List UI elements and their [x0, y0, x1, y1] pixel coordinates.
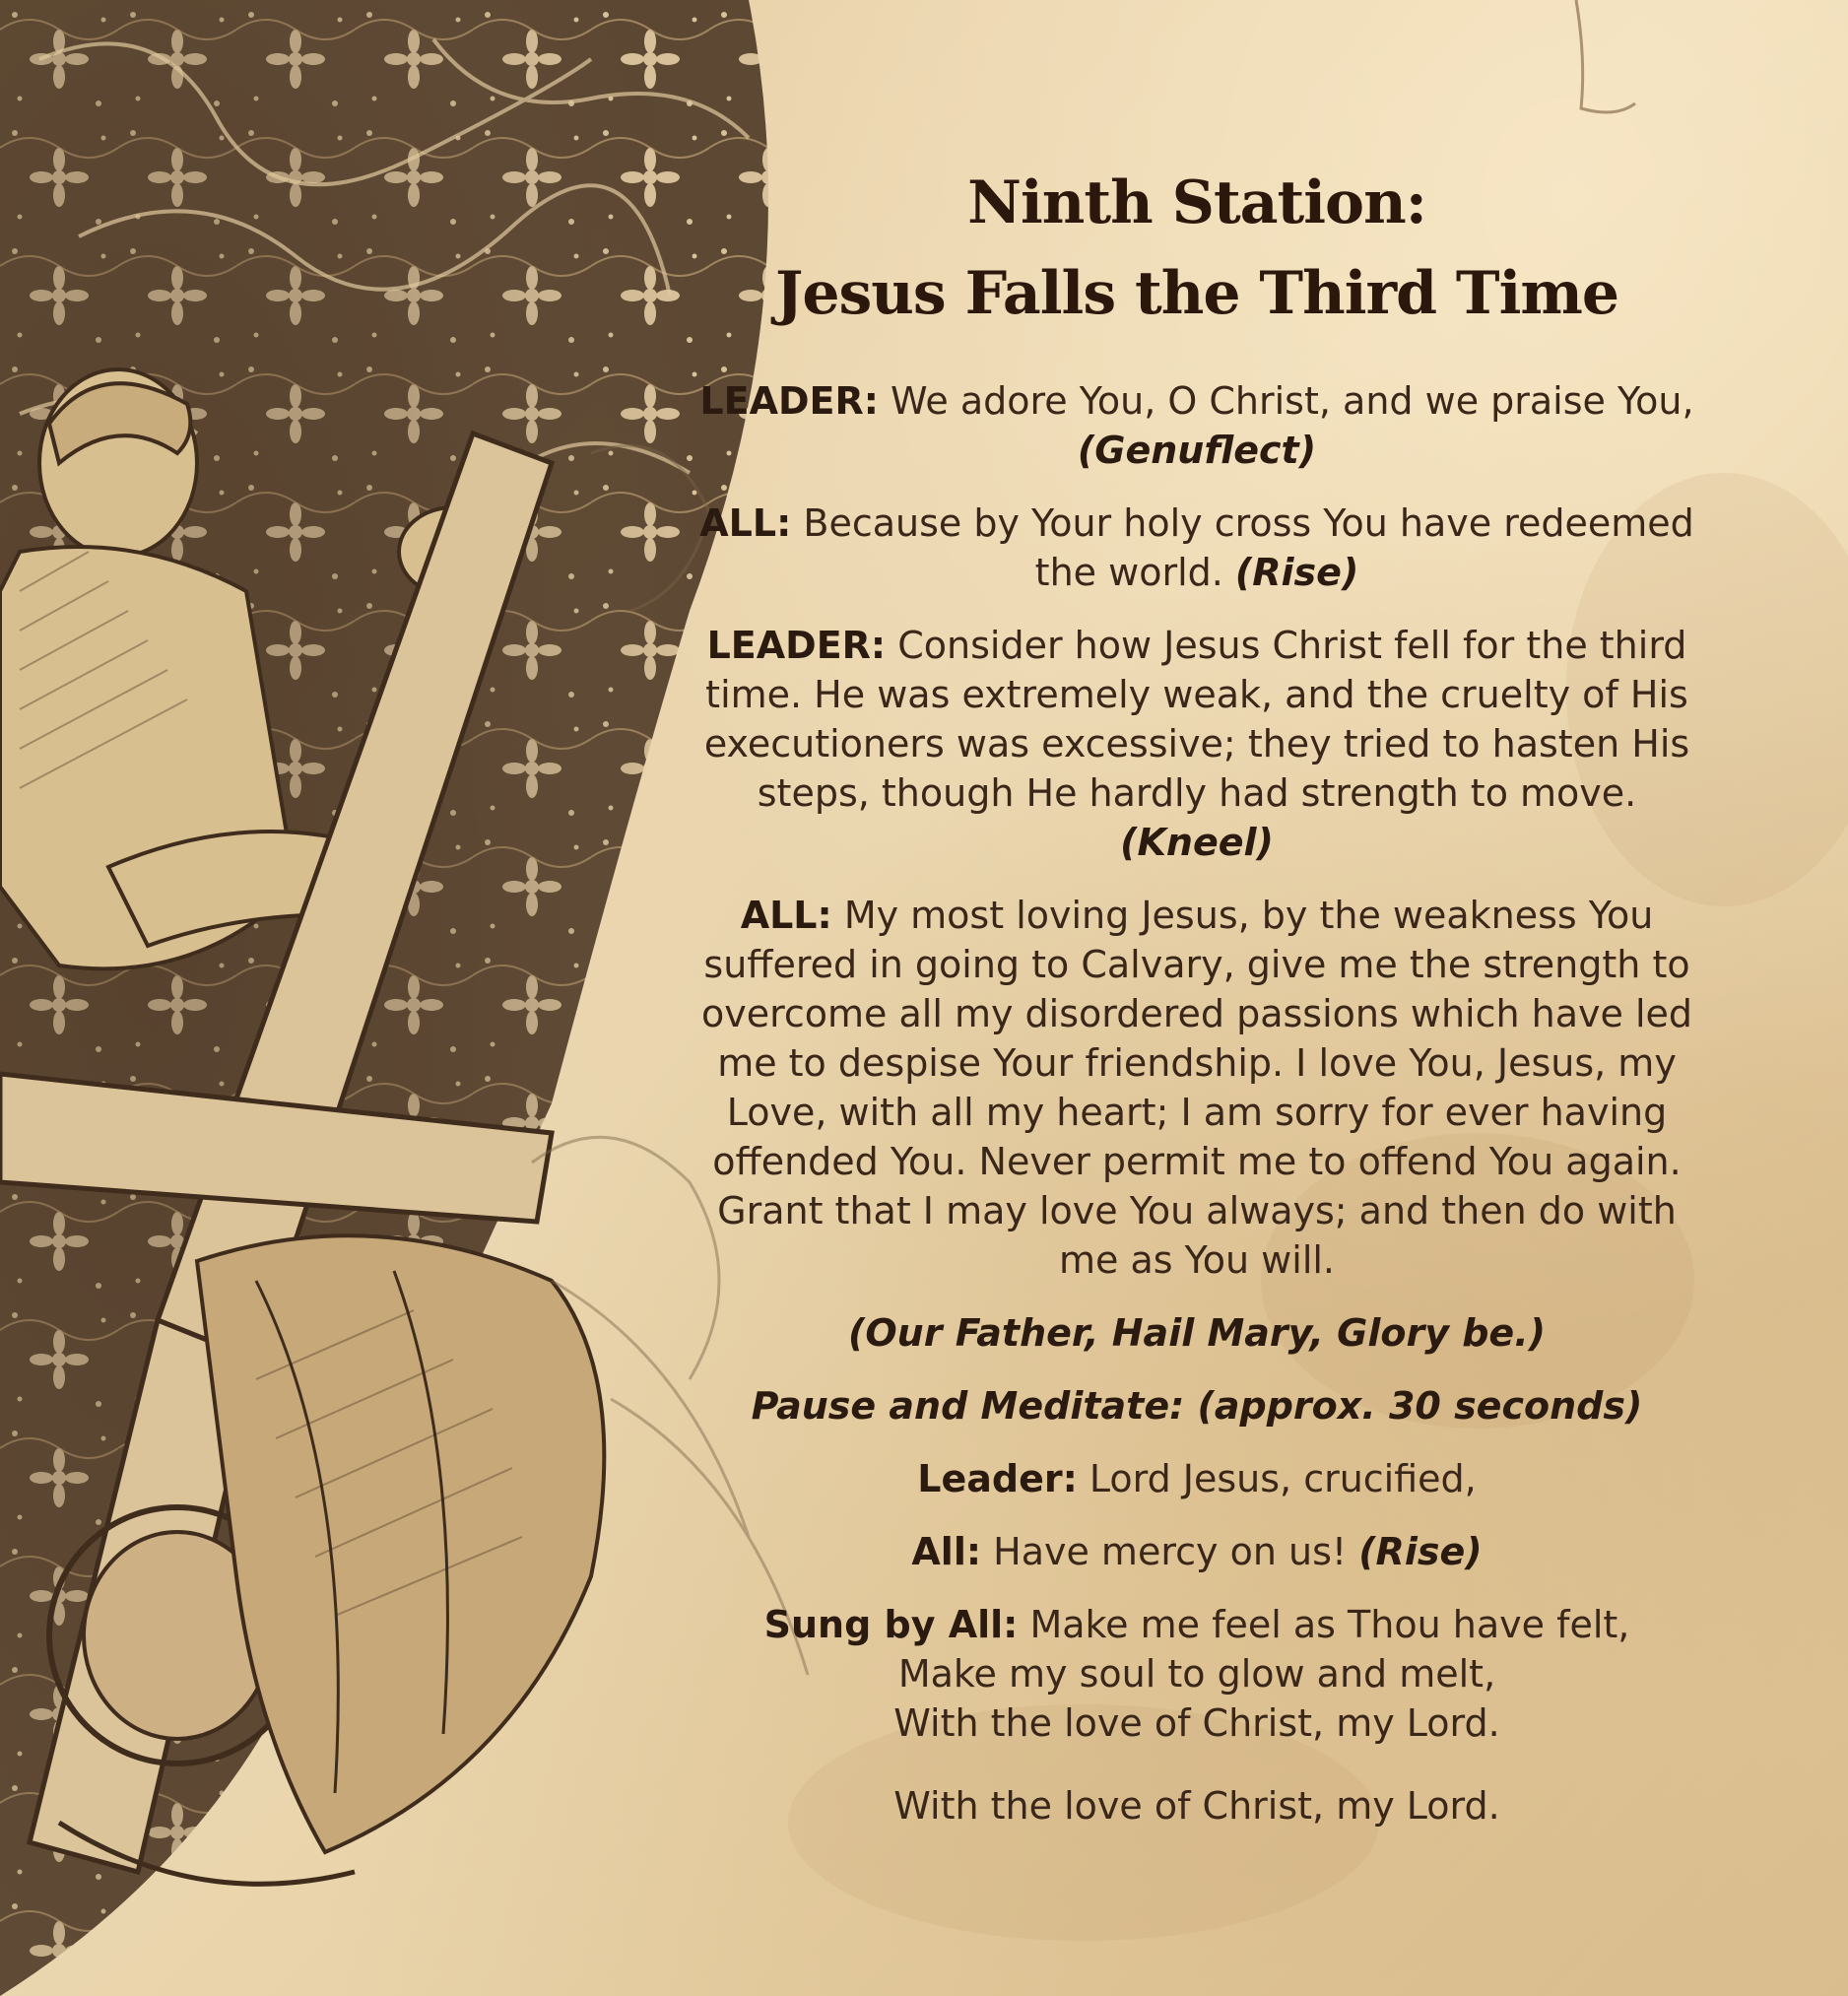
all-response-line2: the world. [1034, 551, 1235, 594]
all-prayer-line7: Grant that I may love You always; and then do with [717, 1189, 1677, 1232]
all-response-line1: Because by Your holy cross You have redeemed [791, 501, 1694, 545]
hymn-line1: Make me feel as Thou have felt, [1018, 1603, 1630, 1646]
hymn-line4: With the love of Christ, my Lord. [893, 1784, 1500, 1828]
leader-versicle-text: We adore You, O Christ, and we praise You, [878, 379, 1694, 423]
kneel-cue: (Kneel) [1120, 821, 1274, 864]
leader-acclamation [680, 1454, 1714, 1503]
hymn-gap [680, 1748, 1714, 1781]
all-prayer-line3: overcome all my disordered passions which have led [700, 992, 1693, 1035]
leader-meditation [680, 621, 1714, 867]
hymn-line2: Make my soul to glow and melt, [897, 1652, 1496, 1696]
all-acclamation-text: Have mercy on us! [981, 1530, 1359, 1573]
all-prayer-line2: suffered in going to Calvary, give me the strength to [703, 943, 1690, 986]
leader-acclamation-text: Lord Jesus, crucified, [1077, 1457, 1477, 1500]
leader-versicle [680, 376, 1714, 475]
hymn-verse [680, 1600, 1714, 1830]
all-prayer-line1: My most loving Jesus, by the weakness You [831, 894, 1654, 937]
leader-meditation-line3: executioners was excessive; they tried to hasten His [703, 722, 1690, 765]
leader-meditation-line2: time. He was extremely weak, and the cruelty of His [705, 673, 1688, 716]
all-prayer-line5: Love, with all my heart; I am sorry for ever having [726, 1091, 1668, 1134]
hymn-line3: With the love of Christ, my Lord. [893, 1701, 1500, 1745]
pause-instruction: Pause and Meditate: (approx. 30 seconds) [751, 1384, 1643, 1428]
all-prayer-line8: me as You will. [1058, 1238, 1336, 1282]
all-acclamation [680, 1527, 1714, 1576]
prayers-instruction: (Our Father, Hail Mary, Glory be.) [848, 1311, 1546, 1355]
all-role-label: ALL: [699, 501, 792, 545]
all-response [680, 499, 1714, 597]
genuflect-cue: (Genuflect) [1077, 429, 1317, 472]
leader-meditation-line1: Consider how Jesus Christ fell for the third [886, 624, 1687, 667]
station-title-line2: Jesus Falls the Third Time [774, 259, 1619, 328]
station-title-line1: Ninth Station: [967, 168, 1426, 237]
crease-mark [1576, 0, 1635, 112]
leader-role-label: Leader: [917, 1457, 1078, 1500]
all-role-label: All: [911, 1530, 982, 1573]
leader-role-label: LEADER: [699, 379, 879, 423]
rise-cue: (Rise) [1358, 1530, 1483, 1573]
leader-meditation-line4: steps, though He hardly had strength to move. [757, 771, 1637, 815]
station-title [680, 158, 1714, 339]
sung-by-all-label: Sung by All: [763, 1603, 1019, 1646]
all-role-label: ALL: [740, 894, 832, 937]
station-text [680, 158, 1714, 1854]
all-prayer [680, 891, 1714, 1285]
rise-cue: (Rise) [1234, 551, 1359, 594]
leader-role-label: LEADER: [706, 624, 887, 667]
all-prayer-line6: offended You. Never permit me to offend You again. [712, 1140, 1682, 1183]
all-prayer-line4: me to despise Your friendship. I love You, Jesus, my [717, 1041, 1677, 1085]
